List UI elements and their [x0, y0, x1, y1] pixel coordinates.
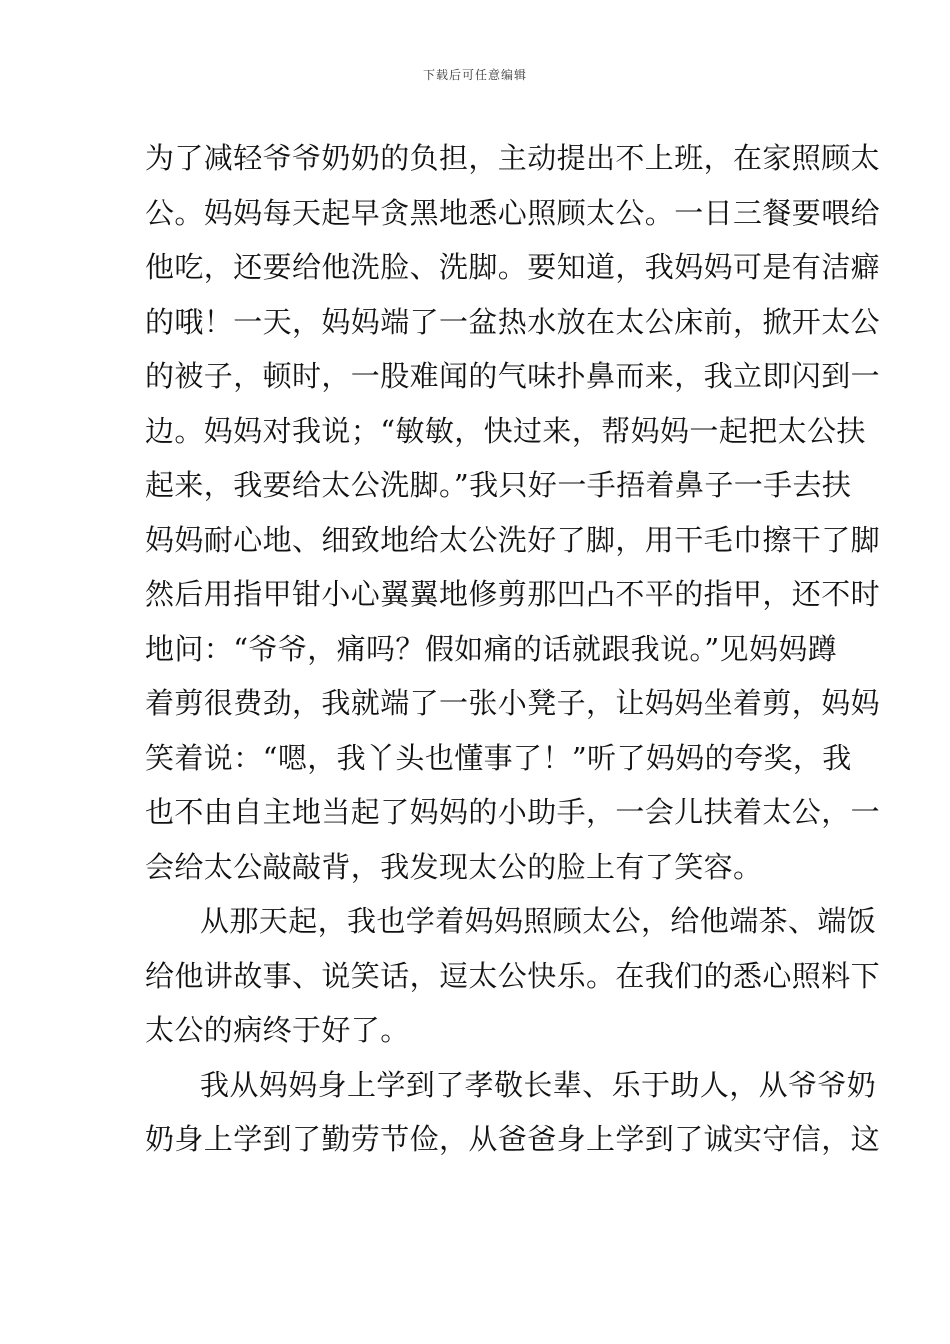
paragraph-first-line: 从那天起，我也学着妈妈照顾太公，给他端茶、端饭	[200, 904, 877, 938]
text-line: 着剪很费劲，我就端了一张小凳子，让妈妈坐着剪，妈妈	[145, 686, 881, 720]
document-body	[145, 131, 881, 1167]
text-line: 的哦！一天，妈妈端了一盆热水放在太公床前，掀开太公	[145, 304, 881, 339]
text-line: 也不由自主地当起了妈妈的小助手，一会儿扶着太公，一	[145, 795, 881, 829]
text-line: 他吃，还要给他洗脸、洗脚。要知道，我妈妈可是有洁癖	[145, 250, 881, 284]
text-line: 起来，我要给太公洗脚。”我只好一手捂着鼻子一手去扶	[145, 468, 852, 502]
text-line: 奶身上学到了勤劳节俭，从爸爸身上学到了诚实守信，这	[145, 1122, 881, 1156]
paragraph-first-line: 我从妈妈身上学到了孝敬长辈、乐于助人，从爷爷奶	[200, 1067, 877, 1102]
text-line: 的被子，顿时，一股难闻的气味扑鼻而来，我立即闪到一	[145, 359, 881, 393]
text-line: 妈妈耐心地、细致地给太公洗好了脚，用干毛巾擦干了脚	[145, 522, 881, 557]
text-line: 给他讲故事、说笑话，逗太公快乐。在我们的悉心照料下	[145, 958, 881, 993]
text-line: 太公的病终于好了。	[145, 1013, 410, 1047]
text-line: 地问：“爷爷，痛吗？假如痛的话就跟我说。”见妈妈蹲	[145, 631, 838, 666]
text-line: 为了减轻爷爷奶奶的负担，主动提出不上班，在家照顾太	[145, 141, 881, 175]
text-line: 边。妈妈对我说；“敏敏，快过来，帮妈妈一起把太公扶	[145, 413, 866, 448]
text-line: 笑着说：“嗯，我丫头也懂事了！”听了妈妈的夸奖，我	[145, 740, 852, 775]
text-line: 公。妈妈每天起早贪黑地悉心照顾太公。一日三餐要喂给	[145, 195, 881, 230]
page-header-note: 下载后可任意编辑	[422, 68, 527, 82]
text-line: 会给太公敲敲背，我发现太公的脸上有了笑容。	[145, 849, 763, 884]
text-line: 然后用指甲钳小心翼翼地修剪那凹凸不平的指甲，还不时	[145, 577, 881, 611]
